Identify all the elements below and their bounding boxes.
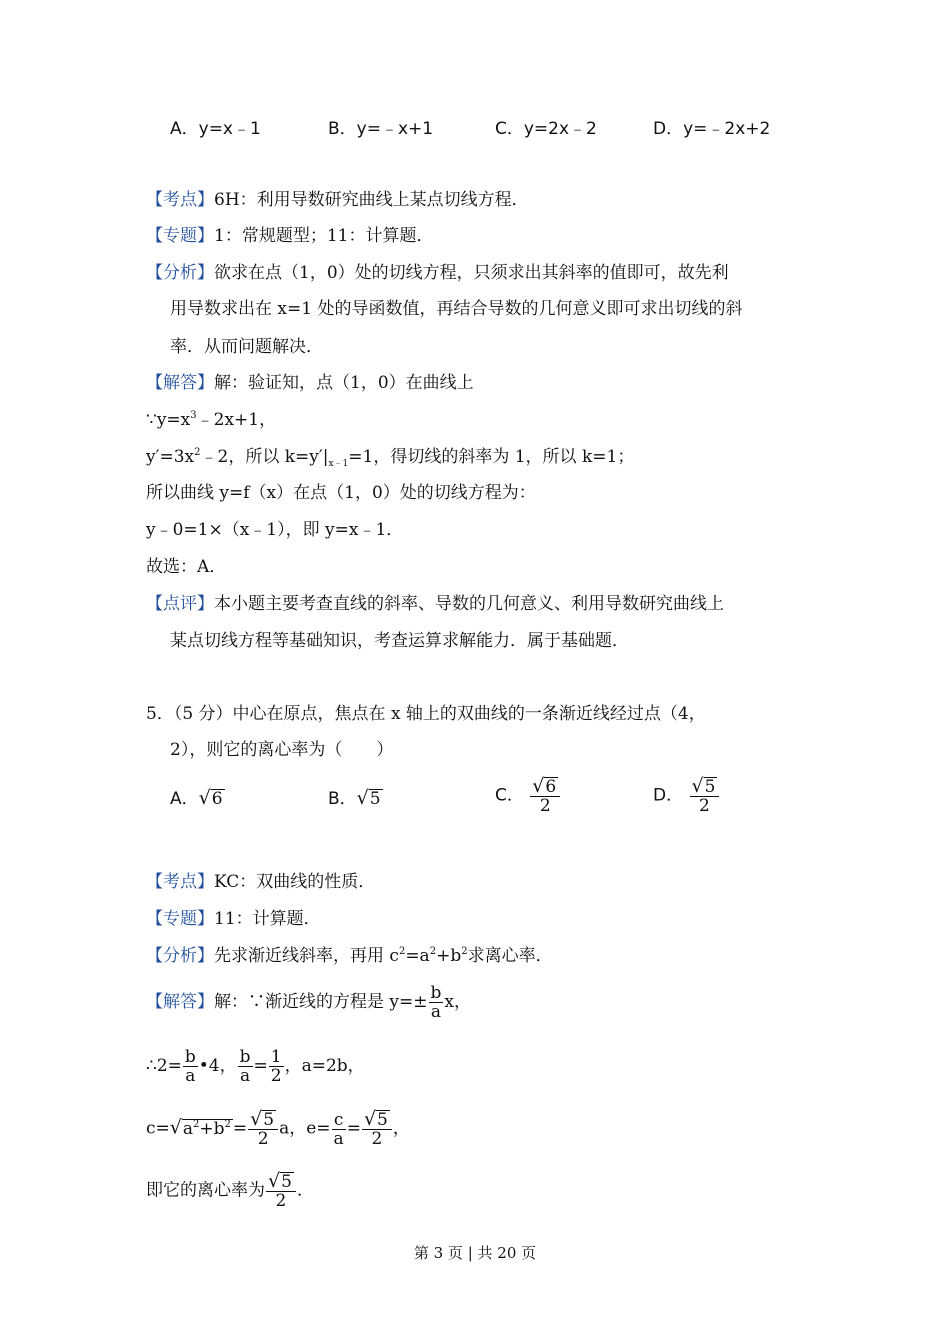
fraction: $\frac{√5}{2}$ [266,1172,296,1210]
label-kaodian: 【考点】 [146,190,214,210]
q4-step-a: $\because y=x^3﹣2x+1$， [146,410,277,430]
q4-fenxi [146,261,729,285]
label-fenxi: 【分析】 [146,946,214,966]
fraction: $\frac{√5}{2}$ [362,1110,392,1148]
label-kaodian: 【考点】 [146,872,214,892]
label-zhuanti: 【专题】 [146,909,214,929]
option-b: B．y=﹣x+1 [328,119,434,139]
q5-zhuanti: 【专题】11：计算题． [146,909,321,929]
q4-dianping-line2: 某点切线方程等基础知识，考查运算求解能力．属于基础题． [170,631,629,651]
fraction: $\frac{1}{2}$ [270,1047,282,1086]
q5-stem-line2: 2），则它的离心率为（ ） [170,740,394,760]
q5-step-3: $c=√a^2+b^2$ = $\frac{√5}{2}$ a，e= $\frac{c}{a}$ = $\frac{√5}{2}$ ， [146,1108,410,1149]
fraction-b-over-a: $\frac{b}{a}$ [430,983,442,1022]
fraction: $\frac{√5}{2}$ [690,777,720,815]
q4-step-b: $y'=3x^2﹣2$，所以 $k=y'|_{x﹣1}=1$，得切线的斜率为 1，所以 k=1； [146,447,635,469]
dianping-text: 本小题主要考查直线的斜率、导数的几何意义、利用导数研究曲线上 [214,594,724,614]
q5-stem: 5．（5 分）中心在原点，焦点在 x 轴上的双曲线的一条渐近线经过点（4， [146,704,706,724]
q4-step-c: 所以曲线 y=f（x）在点（1，0）处的切线方程为： [146,483,536,503]
q5-option-c: C． $\frac{√6}{2}$ [495,777,561,815]
q4-fenxi-line3: 率．从而问题解决． [170,337,323,357]
label-fenxi: 【分析】 [146,263,214,283]
q4-step-e: 故选：A． [146,557,227,577]
zhuanti-text: 1：常规题型；11：计算题． [214,226,434,246]
q5-option-b: B．√5 [328,787,381,809]
q5-step-2: ∴2= $\frac{b}{a}$ •4， $\frac{b}{a}$ = $\frac{1}{2}$ ，a=2b， [146,1047,365,1086]
label-dianping: 【点评】 [146,594,214,614]
q4-step-d: y﹣0=1×（x﹣1），即 y=x﹣1． [146,520,404,540]
q4-fenxi-line2: 用导数求出在 x=1 处的导函数值，再结合导数的几何意义即可求出切线的斜 [170,299,743,319]
label-jieda: 【解答】 [146,373,214,393]
q4-dianping [146,592,724,616]
q5-step-4: 即它的离心率为 $\frac{√5}{2}$ ． [146,1170,314,1211]
q5-jieda: 【解答】解：∵渐近线的方程是 y=± $\frac{b}{a}$ x， [146,983,471,1022]
q5-option-d: D． $\frac{√5}{2}$ [653,777,720,815]
label-zhuanti: 【专题】 [146,226,214,246]
q4-zhuanti [146,224,433,248]
fraction: $\frac{√5}{2}$ [248,1110,278,1148]
q5-kaodian: 【考点】KC：双曲线的性质． [146,872,376,892]
fraction: $\frac{b}{a}$ [239,1047,251,1086]
fenxi-text: 欲求在点（1，0）处的切线方程，只须求出其斜率的值即可，故先利 [214,263,729,283]
q4-jieda [146,371,474,395]
fraction: $\frac{b}{a}$ [184,1047,196,1086]
q5-fenxi: 【分析】先求渐近线斜率，再用 $c^2=a^2+b^2$求离心率． [146,946,553,966]
page-footer: 第 3 页 | 共 20 页 [413,1244,537,1262]
fraction: $\frac{√6}{2}$ [530,777,560,815]
label-jieda: 【解答】 [146,992,214,1012]
jieda-text: 解：验证知，点（1，0）在曲线上 [214,373,474,393]
q5-option-a: A．√6 [170,787,223,809]
fraction: $\frac{c}{a}$ [333,1109,344,1149]
kaodian-text: 6H：利用导数研究曲线上某点切线方程． [214,190,529,210]
option-c: C．y=2x﹣2 [495,119,597,139]
option-a: A．y=x﹣1 [170,119,261,139]
option-d: D．y=﹣2x+2 [653,119,771,139]
q4-kaodian [146,188,529,212]
